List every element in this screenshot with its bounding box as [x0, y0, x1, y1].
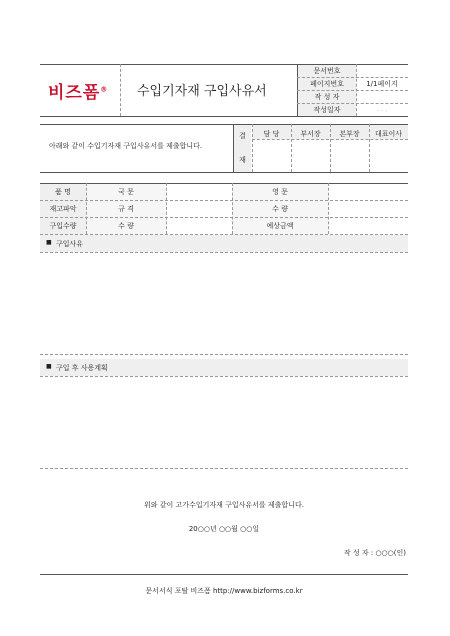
section-title: 구입 후 사용계획 [56, 364, 108, 372]
section-marker-icon: ■ [46, 239, 52, 246]
footer-rule [40, 574, 408, 575]
intro-text: 아래와 같이 수입기자재 구입사유서를 제출합니다. [49, 142, 203, 150]
logo: 비즈폼® [48, 83, 109, 103]
spec-sub-label: 영 문 [272, 188, 288, 196]
section-end-line [40, 468, 408, 469]
section-header-shade [40, 235, 408, 252]
spec-col-line [166, 183, 167, 234]
approval-side-bottom: 재 [239, 156, 246, 164]
approval-col-label: 대표이사 [374, 130, 403, 138]
intro-bottom-rule [40, 172, 408, 173]
author-signature: 작 성 자 : ○○○(인) [343, 549, 406, 557]
spec-sub-label: 수 량 [118, 222, 134, 230]
spec-row-label: 재고파악 [49, 205, 77, 213]
spec-sub-label: 규 격 [118, 205, 134, 213]
header-divider [120, 64, 121, 116]
meta-row-line [297, 103, 408, 104]
section-title: 구입사유 [56, 240, 84, 248]
spec-sub-label: 국 문 [118, 188, 134, 196]
approval-header-line [252, 139, 408, 140]
approval-col-label: 본부장 [339, 130, 360, 138]
meta-value: . . . [376, 105, 388, 113]
meta-row-line [297, 77, 408, 78]
document-date: 20○○년 ○○월 ○○일 [188, 525, 260, 533]
meta-row-line [297, 90, 408, 91]
meta-label: 문서번호 [313, 67, 341, 75]
spec-row-label: 품 명 [55, 188, 71, 196]
spec-row-line [40, 217, 408, 218]
spec-row-label: 구입수량 [49, 222, 77, 230]
document-title: 수입기자재 구입사유서 [137, 84, 267, 99]
approval-col-label: 부서장 [300, 130, 321, 138]
purchase-reason-area[interactable] [40, 253, 408, 353]
header-bottom-rule [40, 116, 408, 117]
spec-sub-label: 수 량 [272, 205, 288, 213]
meta-label: 페이지번호 [310, 80, 344, 88]
footer-credit: 문서서식 포탈 비즈폼 http://www.bizforms.co.kr [145, 587, 303, 595]
meta-value: 1/1페이지 [366, 80, 398, 88]
closing-statement: 위와 같이 고가수입기자재 구입사유서를 제출합니다. [144, 501, 304, 509]
spec-col-line [328, 183, 329, 234]
meta-label: 작 성 자 [314, 93, 340, 101]
approval-side-top: 결 [239, 132, 246, 140]
section-marker-icon: ■ [46, 363, 52, 370]
spec-top-rule [40, 183, 408, 184]
spec-sub-label: 예상금액 [266, 222, 294, 230]
spec-row-line [40, 200, 408, 201]
section-end-line [40, 354, 408, 355]
usage-plan-area[interactable] [40, 377, 408, 467]
approval-col-label: 담 당 [263, 130, 280, 138]
meta-label: 작성일자 [313, 106, 341, 114]
